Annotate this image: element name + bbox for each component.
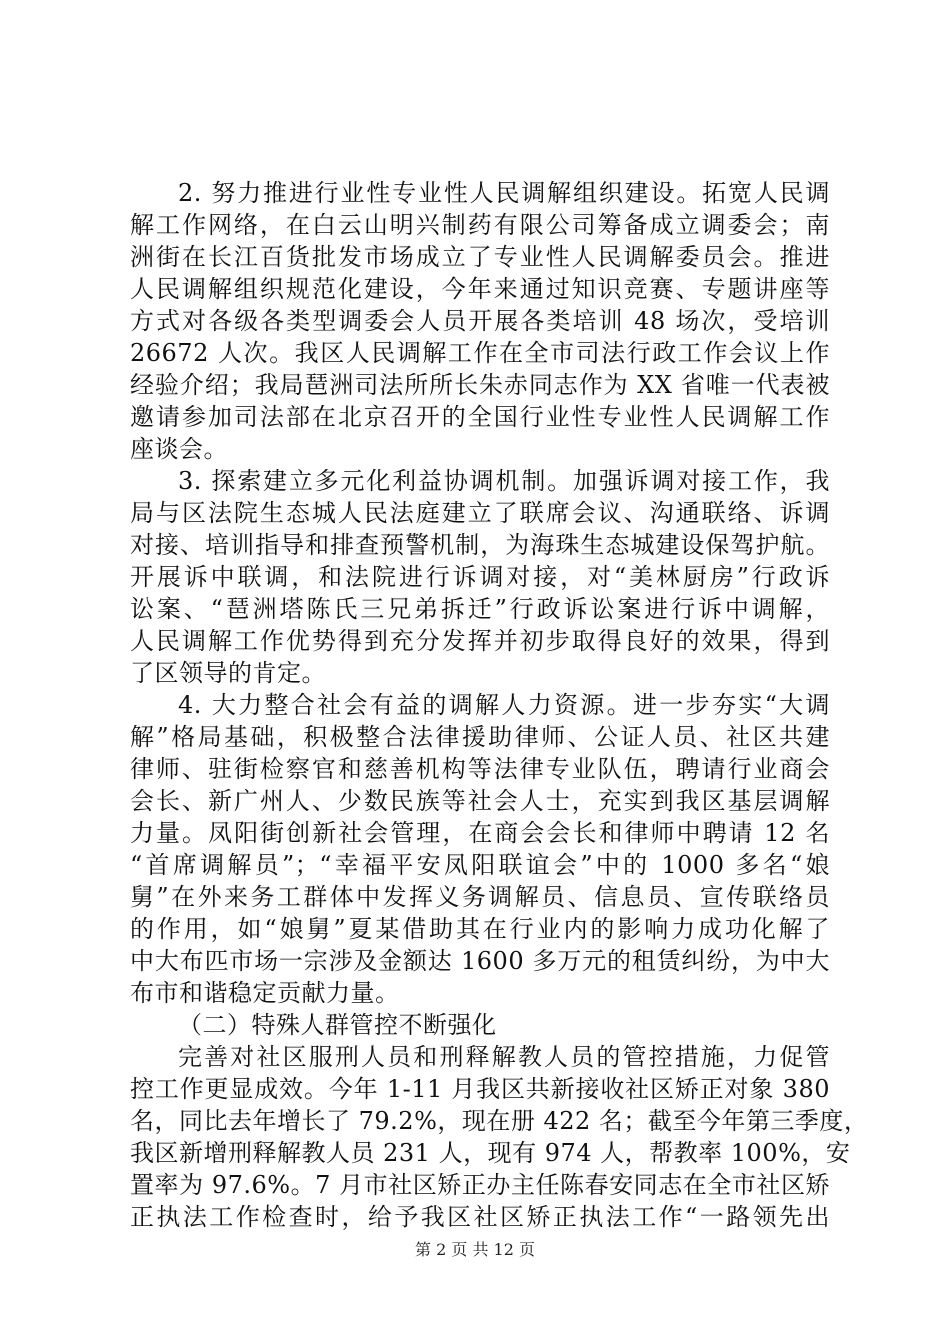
- paragraph-4-line-1: 4. 大力整合社会有益的调解人力资源。进一步夯实“大调: [178, 691, 830, 719]
- paragraph-4-line-3: 律师、驻街检察官和慈善机构等法律专业队伍，聘请行业商会: [130, 755, 830, 783]
- paragraph-2-line-5: 方式对各级各类型调委会人员开展各类培训 48 场次，受培训: [130, 307, 830, 335]
- paragraph-5-line-6: 正执法工作检查时，给予我区社区矫正执法工作“一路领先出: [130, 1203, 830, 1231]
- paragraph-4-line-6: “首席调解员”；“幸福平安凤阳联谊会”中的 1000 多名“娘: [130, 851, 830, 879]
- paragraph-3-line-6: 人民调解工作优势得到充分发挥并初步取得良好的效果，得到: [130, 627, 830, 655]
- section-heading: （二）特殊人群管控不断强化: [178, 1011, 497, 1039]
- paragraph-3-line-3: 对接、培训指导和排查预警机制，为海珠生态城建设保驾护航。: [130, 531, 830, 559]
- paragraph-2-line-9: 座谈会。: [130, 435, 228, 463]
- paragraph-3-line-4: 开展诉中联调，和法院进行诉调对接，对“美林厨房”行政诉: [130, 563, 830, 591]
- paragraph-5-line-5: 置率为 97.6%。7 月市社区矫正办主任陈春安同志在全市社区矫: [130, 1171, 830, 1199]
- paragraph-2-line-3: 洲街在长江百货批发市场成立了专业性人民调解委员会。推进: [130, 243, 830, 271]
- paragraph-4-line-2: 解”格局基础，积极整合法律援助律师、公证人员、社区共建: [130, 723, 830, 751]
- paragraph-4-line-4: 会长、新广州人、少数民族等社会人士，充实到我区基层调解: [130, 787, 830, 815]
- paragraph-5-line-1: 完善对社区服刑人员和刑释解教人员的管控措施，力促管: [178, 1043, 830, 1071]
- paragraph-5-line-2: 控工作更显成效。今年 1-11 月我区共新接收社区矫正对象 380: [130, 1075, 830, 1103]
- paragraph-2-line-1: 2. 努力推进行业性专业性人民调解组织建设。拓宽人民调: [178, 179, 830, 207]
- paragraph-4-line-7: 舅”在外来务工群体中发挥义务调解员、信息员、宣传联络员: [130, 883, 830, 911]
- paragraph-3-line-1: 3. 探索建立多元化利益协调机制。加强诉调对接工作，我: [178, 467, 830, 495]
- paragraph-2-line-4: 人民调解组织规范化建设，今年来通过知识竞赛、专题讲座等: [130, 275, 830, 303]
- paragraph-4-line-8: 的作用，如“娘舅”夏某借助其在行业内的影响力成功化解了: [130, 915, 830, 943]
- paragraph-4-line-10: 布市和谐稳定贡献力量。: [130, 979, 400, 1007]
- paragraph-2-line-2: 解工作网络，在白云山明兴制药有限公司筹备成立调委会；南: [130, 211, 830, 239]
- paragraph-3-line-7: 了区领导的肯定。: [130, 659, 326, 687]
- paragraph-2-line-6: 26672 人次。我区人民调解工作在全市司法行政工作会议上作: [130, 339, 830, 367]
- paragraph-5-line-4: 我区新增刑释解教人员 231 人，现有 974 人，帮教率 100%，安: [130, 1139, 851, 1167]
- paragraph-2-line-7: 经验介绍；我局琶洲司法所所长朱赤同志作为 XX 省唯一代表被: [130, 371, 830, 399]
- paragraph-4-line-5: 力量。凤阳街创新社会管理，在商会会长和律师中聘请 12 名: [130, 819, 830, 847]
- paragraph-3-line-5: 讼案、“琶洲塔陈氏三兄弟拆迁”行政诉讼案进行诉中调解，: [130, 595, 830, 623]
- paragraph-5-line-3: 名，同比去年增长了 79.2%，现在册 422 名；截至今年第三季度，: [130, 1107, 869, 1135]
- paragraph-3-line-2: 局与区法院生态城人民法庭建立了联席会议、沟通联络、诉调: [130, 499, 830, 527]
- paragraph-2-line-8: 邀请参加司法部在北京召开的全国行业性专业性人民调解工作: [130, 403, 830, 431]
- page-number-footer: 第 2 页 共 12 页: [415, 1240, 535, 1259]
- paragraph-4-line-9: 中大布匹市场一宗涉及金额达 1600 多万元的租赁纠纷，为中大: [130, 947, 830, 975]
